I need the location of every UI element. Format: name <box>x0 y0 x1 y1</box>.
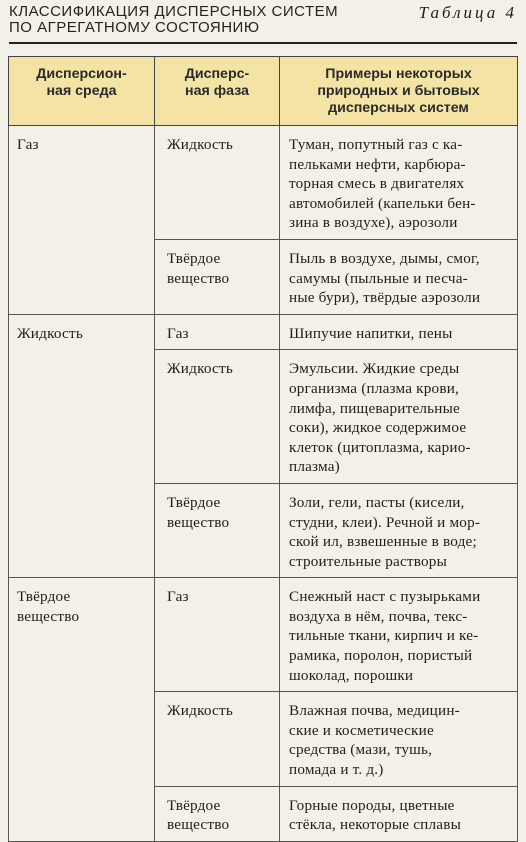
examples-cell: Влажная почва, медицин- ские и косметические средства (мази, тушь, помада и т. д.) <box>280 692 518 786</box>
column-header-phase: Дисперс- ная фаза <box>155 57 280 126</box>
column-header-examples: Примеры некоторых природных и бытовых дисперсных систем <box>280 57 518 126</box>
examples-cell: Снежный наст с пузырьками воздуха в нём, почва, текс- тильные ткани, кирпич и ке- рамика, поролон, пористый шоколад, порошки <box>280 578 518 692</box>
column-header-medium: Дисперсион- ная среда <box>9 57 155 126</box>
phase-cell: Твёрдое вещество <box>155 786 280 841</box>
medium-cell: Твёрдое вещество <box>9 578 155 842</box>
table-number-label: Таблица 4 <box>418 3 517 22</box>
table-header <box>9 4 517 40</box>
phase-cell: Жидкость <box>155 692 280 786</box>
examples-cell: Горные породы, цветные стёкла, некоторые сплавы <box>280 786 518 841</box>
header-rule <box>9 42 517 44</box>
phase-cell: Жидкость <box>155 126 280 240</box>
medium-cell: Жидкость <box>9 314 155 578</box>
phase-cell: Твёрдое вещество <box>155 483 280 577</box>
table-row <box>9 126 518 240</box>
phase-cell: Жидкость <box>155 350 280 484</box>
phase-cell: Газ <box>155 578 280 692</box>
phase-cell: Твёрдое вещество <box>155 239 280 314</box>
table-row <box>9 578 518 692</box>
examples-cell: Эмульсии. Жидкие среды организма (плазма крови, лимфа, пищеварительные соки), жидкое содержимое клеток (цитоплазма, карио- плазма) <box>280 350 518 484</box>
table-header-row <box>9 57 518 126</box>
table-title: КЛАССИФИКАЦИЯ ДИСПЕРСНЫХ СИСТЕМ ПО АГРЕГАТНОМУ СОСТОЯНИЮ <box>9 3 339 36</box>
examples-cell: Туман, попутный газ с ка- пельками нефти, карбюра- торная смесь в двигателях автомобилей (капельки бен- зина в воздухе), аэрозоли <box>280 126 518 240</box>
examples-cell: Шипучие напитки, пены <box>280 314 518 350</box>
phase-cell: Газ <box>155 314 280 350</box>
dispersed-systems-table <box>8 56 518 842</box>
medium-cell: Газ <box>9 126 155 315</box>
examples-cell: Пыль в воздухе, дымы, смог, самумы (пыльные и песча- ные бури), твёрдые аэрозоли <box>280 239 518 314</box>
table-row <box>9 314 518 350</box>
examples-cell: Золи, гели, пасты (кисели, студни, клеи). Речной и мор- ской ил, взвешенные в воде; строительные растворы <box>280 483 518 577</box>
